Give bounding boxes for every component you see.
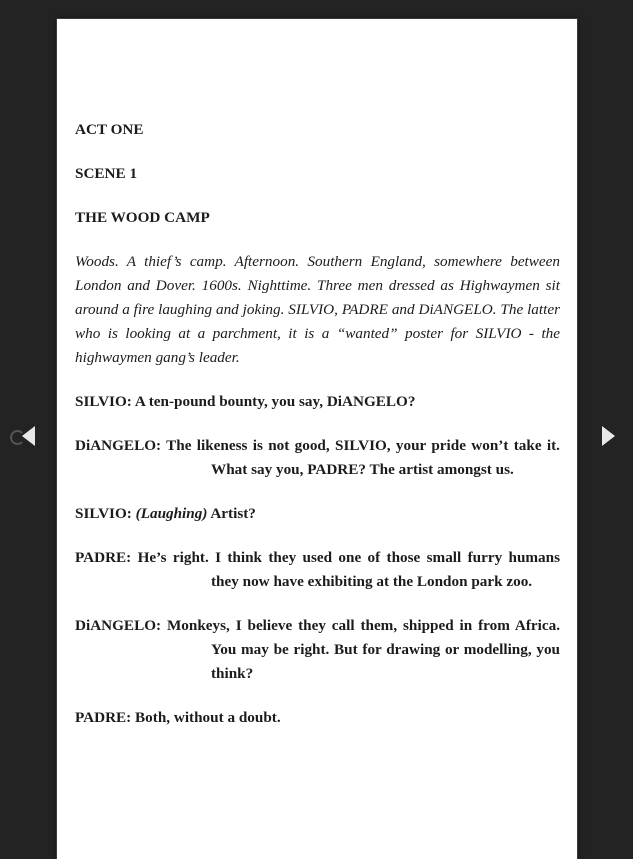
- stage-direction: Woods. A thief’s camp. Afternoon. Southern England, somewhere between London and Dover. 1600s. Nighttime. Three men dressed as Highwaymen sit around a fire laughing and joking. SILVIO, PADRE and DiANGELO. The latter who is looking at a parchment, it is a “wanted” poster for SILVIO - the highwaymen gang’s leader.: [75, 253, 560, 366]
- speaker: PADRE:: [75, 709, 132, 726]
- line-text: Both, without a doubt.: [135, 709, 281, 726]
- line-text: Monkeys, I believe they call them, shipped in from Africa. You may be right. But for drawing or modelling, you think?: [166, 617, 561, 682]
- location-heading: THE WOOD CAMP: [75, 209, 210, 226]
- dialogue-line: [75, 434, 560, 482]
- dialogue-line: [75, 614, 560, 686]
- speaker: SILVIO:: [75, 505, 132, 522]
- speaker: DiANGELO:: [75, 437, 162, 454]
- line-text: Artist?: [210, 505, 256, 522]
- dialogue-line: [75, 706, 560, 730]
- line-text: A ten-pound bounty, you say, DiANGELO?: [134, 393, 416, 410]
- previous-page-arrow-icon[interactable]: [22, 426, 35, 446]
- scene-heading: SCENE 1: [75, 165, 138, 182]
- dialogue-line: [75, 546, 560, 594]
- speaker: PADRE:: [75, 549, 132, 566]
- line-text: The likeness is not good, SILVIO, your pride won’t take it. What say you, PADRE? The artist amongst us.: [166, 437, 560, 478]
- next-page-arrow-icon[interactable]: [602, 426, 615, 446]
- speaker: SILVIO:: [75, 393, 132, 410]
- parenthetical: (Laughing): [135, 505, 208, 522]
- speaker: DiANGELO:: [75, 617, 162, 634]
- act-heading: ACT ONE: [75, 121, 144, 138]
- line-text: He’s right. I think they used one of those small furry humans they now have exhibiting at the London park zoo.: [137, 549, 561, 590]
- script-content: [75, 118, 560, 750]
- dialogue-line: [75, 390, 560, 414]
- document-page: [57, 19, 577, 859]
- dialogue-line: [75, 502, 560, 526]
